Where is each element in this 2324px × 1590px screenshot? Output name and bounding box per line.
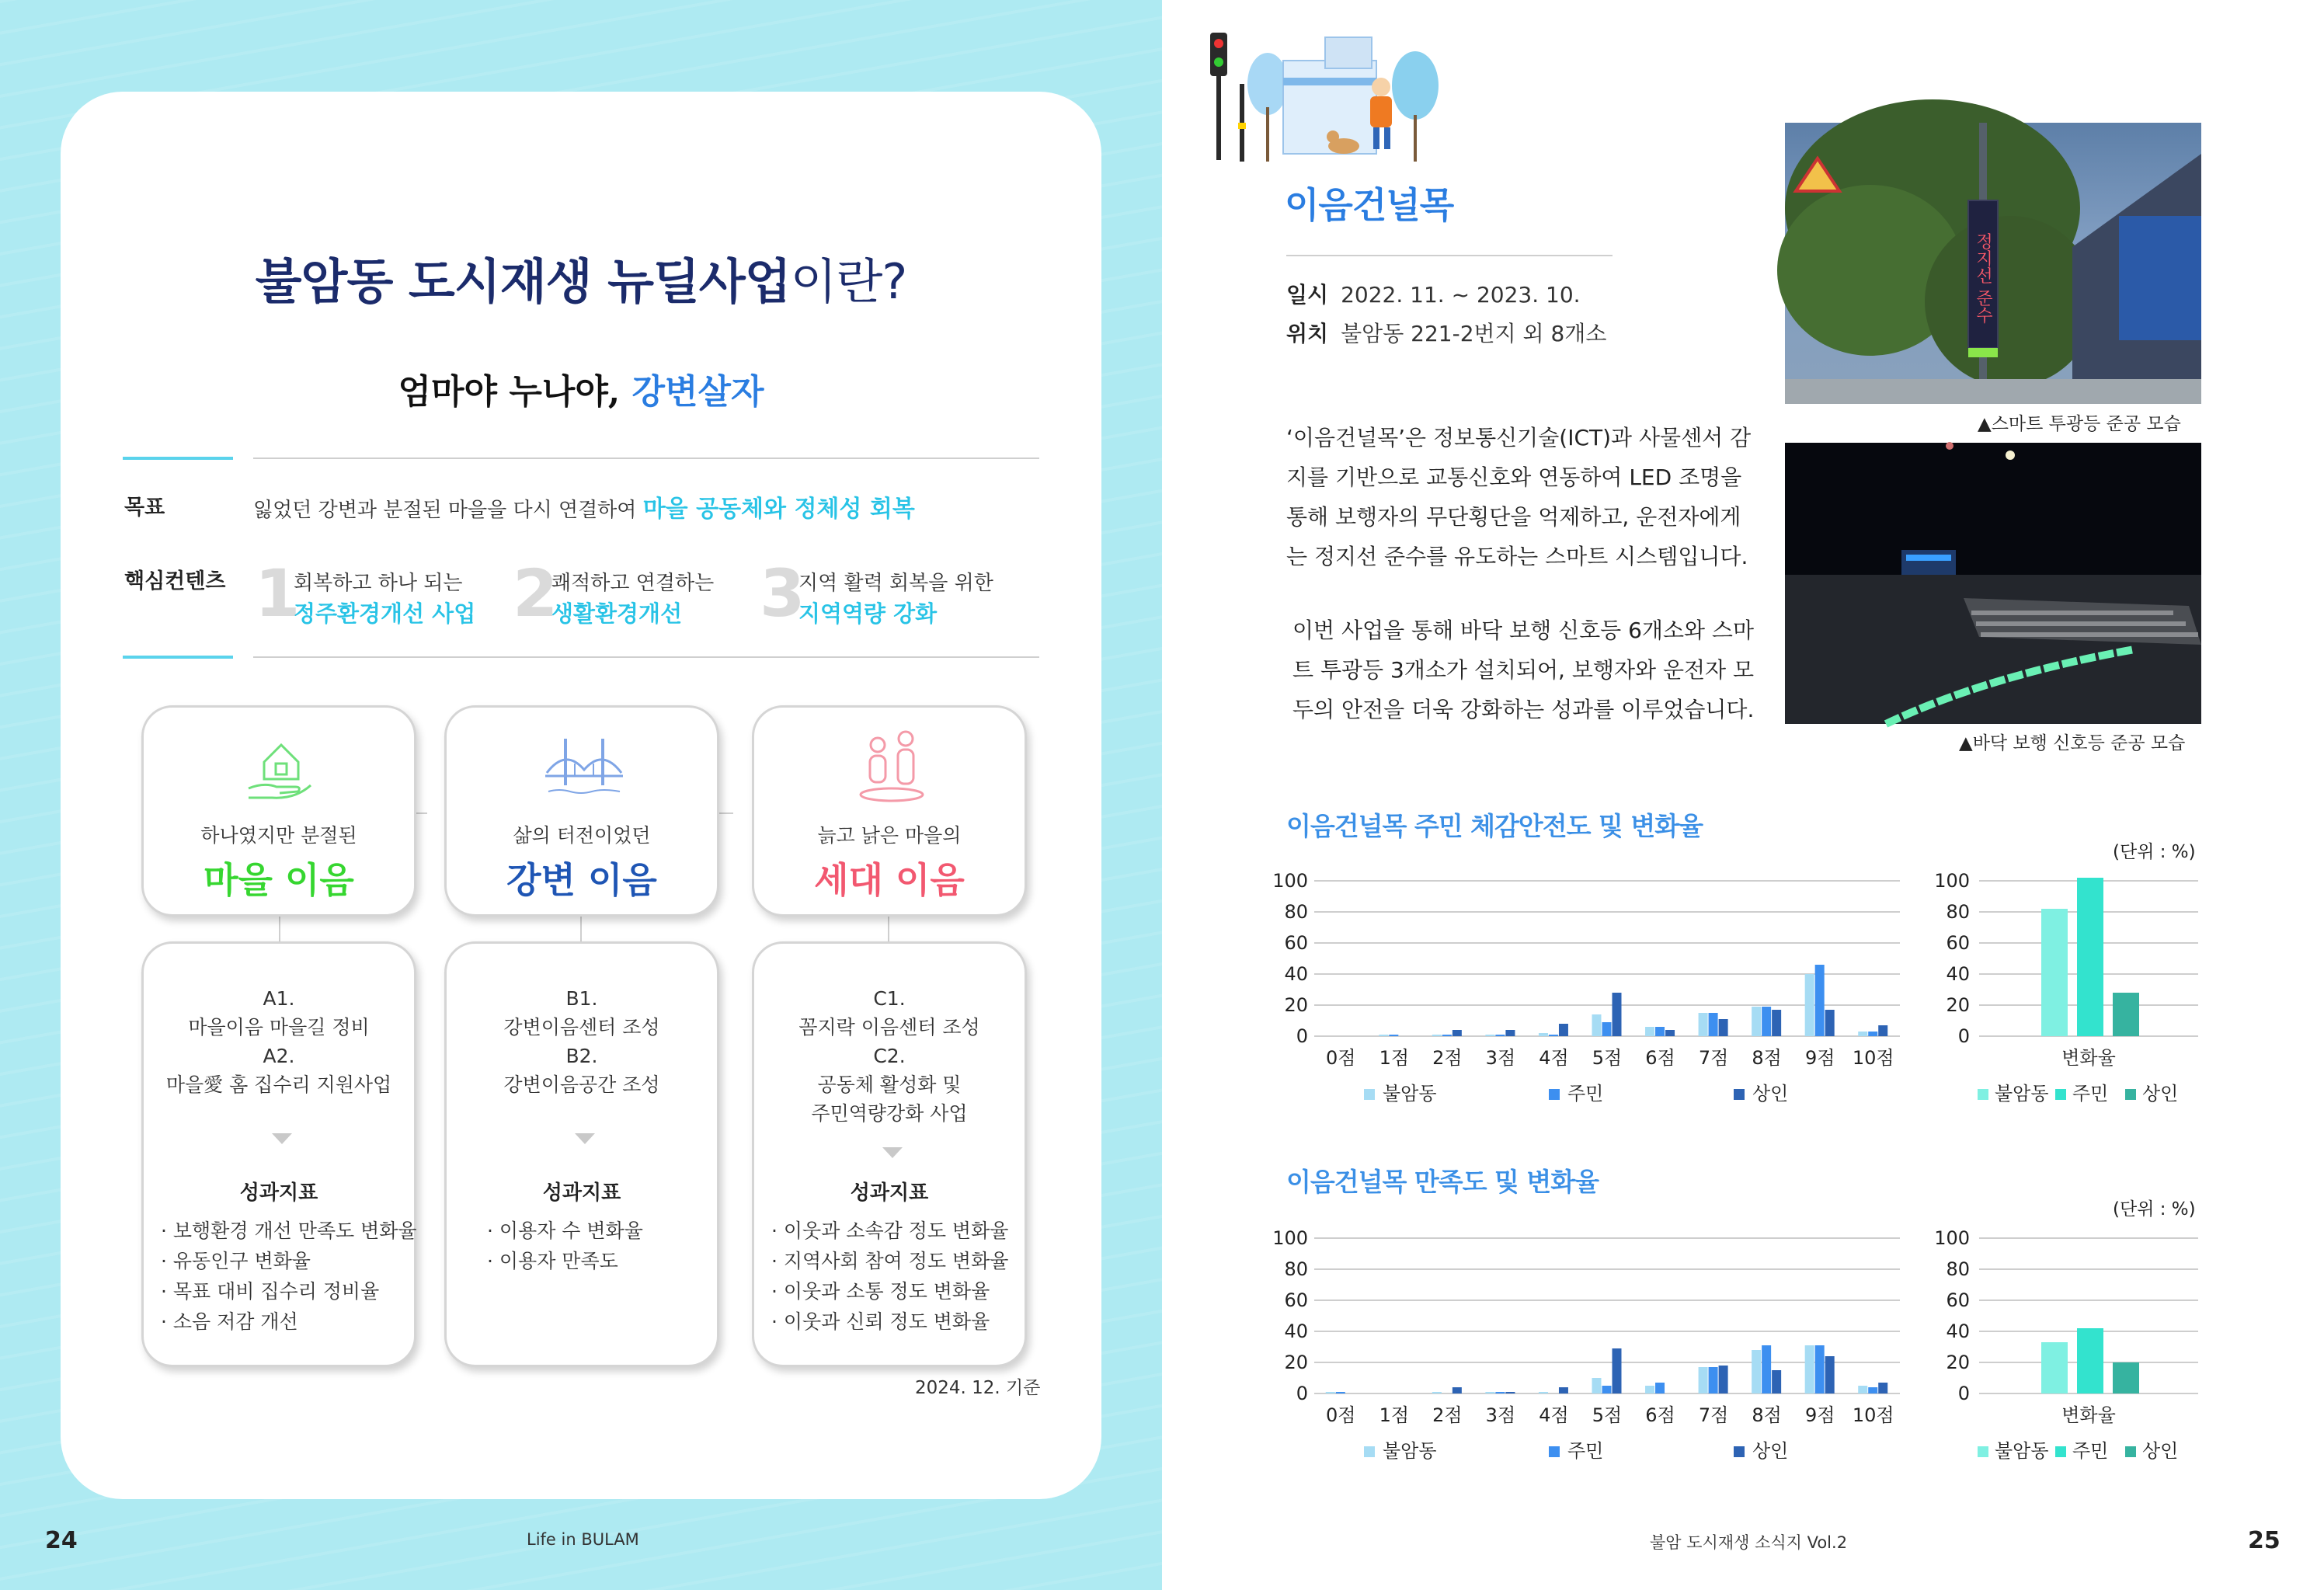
kpi-item: · 이웃과 신뢰 정도 변화율 xyxy=(771,1310,990,1333)
para-line: 는 정지선 준수를 유도하는 스마트 시스템입니다. xyxy=(1286,544,1748,569)
y-tick-label: 100 xyxy=(1934,1227,1970,1249)
x-tick-label: 6점 xyxy=(1645,1047,1675,1069)
y-tick-label: 60 xyxy=(1946,932,1970,954)
y-tick-label: 100 xyxy=(1272,870,1308,892)
core-label: 핵심컨텐츠 xyxy=(124,569,226,593)
x-tick-label: 0점 xyxy=(1326,1404,1356,1426)
chart-unit-2: (단위 : %) xyxy=(2113,1199,2196,1219)
goal-body: 잃었던 강변과 분절된 마을을 다시 연결하여 xyxy=(253,499,637,522)
y-tick-label: 0 xyxy=(1296,1025,1308,1047)
satisfaction-chart xyxy=(1272,1213,2211,1477)
y-tick-label: 0 xyxy=(1296,1383,1308,1404)
kpi-item: · 지역사회 참여 정도 변화율 xyxy=(771,1250,1009,1272)
x-tick-label: 4점 xyxy=(1539,1404,1569,1426)
y-tick-label: 20 xyxy=(1946,994,1970,1016)
y-tick-label: 40 xyxy=(1284,1320,1308,1342)
x-tick-label: 6점 xyxy=(1645,1404,1675,1426)
kpi-item: · 보행환경 개선 만족도 변화율 xyxy=(161,1219,417,1242)
y-tick-label: 20 xyxy=(1284,1352,1308,1373)
bar xyxy=(1539,1033,1548,1036)
location-row xyxy=(1286,317,1606,348)
change-bar xyxy=(2041,1342,2068,1393)
footer-text: Life in BULAM xyxy=(527,1530,639,1549)
x-tick-label: 9점 xyxy=(1804,1047,1835,1069)
kpi-item: · 이용자 만족도 xyxy=(487,1250,618,1272)
bar xyxy=(1613,993,1622,1036)
legend-label: 상인 xyxy=(1752,1440,1789,1462)
y-tick-label: 80 xyxy=(1284,1258,1308,1280)
bar xyxy=(1878,1383,1887,1393)
bar xyxy=(1495,1035,1505,1036)
down-arrow-icon xyxy=(272,1133,292,1144)
x-tick-label: 변화율 xyxy=(2061,1047,2116,1069)
bar xyxy=(1442,1035,1452,1036)
bar xyxy=(1326,1392,1335,1393)
para-line: 이번 사업을 통해 바닥 보행 신호등 6개소와 스마 xyxy=(1292,618,1755,643)
project-line: 강변이음공간 조성 xyxy=(503,1073,660,1096)
kpi-title: 성과지표 xyxy=(850,1181,929,1205)
pillar-head: 세대 이음 xyxy=(814,859,965,901)
y-tick-label: 0 xyxy=(1957,1025,1970,1047)
y-tick-label: 80 xyxy=(1284,901,1308,923)
change-bar xyxy=(2077,878,2103,1036)
legend-label: 불암동 xyxy=(1995,1083,2049,1105)
bar xyxy=(1452,1030,1462,1036)
x-tick-label: 10점 xyxy=(1852,1047,1894,1069)
description-para-1 xyxy=(1286,418,1752,576)
bar xyxy=(1505,1030,1515,1036)
bar xyxy=(1858,1386,1867,1393)
x-tick-label: 5점 xyxy=(1592,1047,1623,1069)
project-line: C1. xyxy=(873,987,906,1010)
project-line: C2. xyxy=(873,1045,906,1067)
x-tick-label: 5점 xyxy=(1592,1404,1623,1426)
y-tick-label: 60 xyxy=(1284,932,1308,954)
chart-title-2: 이음건널목 만족도 및 변화율 xyxy=(1286,1167,1599,1197)
connector xyxy=(580,917,582,941)
pillar-sub: 하나였지만 분절된 xyxy=(200,824,357,847)
y-tick-label: 0 xyxy=(1957,1383,1970,1404)
bar xyxy=(1665,1030,1675,1036)
x-tick-label: 2점 xyxy=(1432,1047,1463,1069)
kpi-item: · 목표 대비 집수리 정비율 xyxy=(161,1280,380,1303)
project-box-a xyxy=(141,941,416,1367)
kpi-item: · 소음 저감 개선 xyxy=(161,1310,298,1333)
bar xyxy=(1858,1032,1867,1036)
x-tick-label: 1점 xyxy=(1379,1404,1410,1426)
right-page xyxy=(1162,0,2324,1590)
pillar-box-riverside xyxy=(444,705,719,917)
bar xyxy=(1719,1019,1728,1036)
legend-swatch xyxy=(1364,1089,1375,1100)
bar xyxy=(1645,1386,1654,1393)
bar xyxy=(1772,1370,1781,1393)
y-tick-label: 20 xyxy=(1284,994,1308,1016)
core-line1: 회복하고 하나 되는 xyxy=(294,572,463,595)
chart-title-1: 이음건널목 주민 체감안전도 및 변화율 xyxy=(1286,811,1703,841)
project-line: 공동체 활성화 및 xyxy=(817,1073,962,1096)
bar xyxy=(1655,1027,1665,1036)
y-tick-label: 40 xyxy=(1946,1320,1970,1342)
bar xyxy=(1868,1387,1877,1393)
para-line: 지를 기반으로 교통신호와 연동하여 LED 조명을 xyxy=(1286,464,1742,490)
legend-label: 불암동 xyxy=(1995,1440,2049,1462)
y-tick-label: 80 xyxy=(1946,1258,1970,1280)
slogan-dark: 엄마야 누나야, xyxy=(398,372,621,412)
bar xyxy=(1709,1367,1718,1393)
rule-long-bottom xyxy=(253,656,1039,658)
bar xyxy=(1485,1035,1494,1036)
y-tick-label: 60 xyxy=(1284,1289,1308,1311)
x-tick-label: 3점 xyxy=(1485,1404,1516,1426)
bar xyxy=(1592,1378,1602,1393)
core-line2: 지역역량 강화 xyxy=(798,600,938,627)
house-hand-icon xyxy=(241,725,322,805)
kpi-item: · 이웃과 소통 정도 변화율 xyxy=(771,1280,990,1303)
date-row xyxy=(1286,278,1581,309)
bar xyxy=(1559,1387,1568,1393)
title-bold: 불암동 도시재생 뉴딜사업 xyxy=(255,253,791,310)
page-number: 25 xyxy=(2248,1527,2281,1554)
sign-text: 정지선 준수 xyxy=(1973,232,1993,324)
content-card xyxy=(61,92,1101,1499)
legend-label: 불암동 xyxy=(1383,1083,1437,1105)
legend-swatch xyxy=(1549,1089,1560,1100)
bar xyxy=(1815,1345,1825,1393)
bar xyxy=(1495,1392,1505,1393)
project-list xyxy=(144,984,414,1099)
y-tick-label: 60 xyxy=(1946,1289,1970,1311)
kpi-item: · 이용자 수 변화율 xyxy=(487,1219,643,1242)
pillar-sub: 늙고 낡은 마을의 xyxy=(817,824,962,847)
bar xyxy=(1549,1035,1558,1036)
bar xyxy=(1699,1367,1708,1393)
bar xyxy=(1485,1392,1494,1393)
slogan xyxy=(61,364,1101,413)
bridge-icon xyxy=(544,725,624,805)
project-list xyxy=(754,984,1025,1128)
legend-swatch xyxy=(1978,1446,1988,1457)
x-tick-label: 10점 xyxy=(1852,1404,1894,1426)
core-line2: 생활환경개선 xyxy=(551,600,683,627)
change-bar xyxy=(2113,1362,2139,1393)
bar xyxy=(1432,1035,1442,1036)
legend-swatch xyxy=(1549,1446,1560,1457)
x-tick-label: 8점 xyxy=(1752,1404,1782,1426)
bar xyxy=(1645,1027,1654,1036)
core-line2: 정주환경개선 사업 xyxy=(294,600,476,627)
page-title xyxy=(61,243,1101,312)
description-para-2 xyxy=(1292,611,1759,729)
down-arrow-icon xyxy=(575,1133,595,1144)
project-line: A1. xyxy=(263,987,295,1010)
x-tick-label: 7점 xyxy=(1698,1047,1729,1069)
bar xyxy=(1655,1383,1665,1393)
bar xyxy=(1379,1035,1388,1036)
pillar-head: 마을 이음 xyxy=(204,859,354,901)
project-line: 꼼지락 이음센터 조성 xyxy=(798,1016,980,1039)
bar xyxy=(1539,1392,1548,1393)
legend-label: 주민 xyxy=(1567,1440,1604,1462)
project-line: 마을이음 마을길 정비 xyxy=(188,1016,370,1039)
legend-swatch xyxy=(2125,1446,2136,1457)
pillar-box-generation xyxy=(752,705,1027,917)
bar xyxy=(1452,1387,1462,1393)
goal-highlight: 마을 공동체와 정체성 회복 xyxy=(642,496,915,523)
bar xyxy=(1762,1007,1771,1036)
bar xyxy=(1432,1392,1442,1393)
footer-text: 불암 도시재생 소식지 Vol.2 xyxy=(1650,1533,1848,1552)
legend-label: 주민 xyxy=(2072,1440,2109,1462)
rule-short-bottom xyxy=(123,656,233,659)
y-tick-label: 80 xyxy=(1946,901,1970,923)
x-tick-label: 7점 xyxy=(1698,1404,1729,1426)
legend-swatch xyxy=(2055,1089,2066,1100)
basis-date: 2024. 12. 기준 xyxy=(915,1378,1041,1398)
change-bar xyxy=(2113,993,2139,1036)
kpi-title: 성과지표 xyxy=(542,1181,621,1205)
floor-signal-photo xyxy=(1785,443,2201,724)
kpi-item: · 이웃과 소속감 정도 변화율 xyxy=(771,1219,1009,1242)
location-value: 불암동 221-2번지 외 8개소 xyxy=(1341,321,1607,346)
bar xyxy=(1699,1013,1708,1036)
location-label: 위치 xyxy=(1286,321,1329,346)
down-arrow-icon xyxy=(882,1147,903,1158)
people-icon xyxy=(851,725,932,805)
bar xyxy=(1602,1022,1612,1036)
x-tick-label: 4점 xyxy=(1539,1047,1569,1069)
x-tick-label: 변화율 xyxy=(2061,1404,2116,1426)
project-line: B2. xyxy=(565,1045,598,1067)
kpi-list xyxy=(487,1216,643,1276)
x-tick-label: 0점 xyxy=(1326,1047,1356,1069)
y-tick-label: 20 xyxy=(1946,1352,1970,1373)
title-rule xyxy=(1286,255,1613,256)
legend-label: 주민 xyxy=(1567,1083,1604,1105)
y-tick-label: 100 xyxy=(1272,1227,1308,1249)
x-tick-label: 3점 xyxy=(1485,1047,1516,1069)
legend-swatch xyxy=(1364,1446,1375,1457)
para-line: 통해 보행자의 무단횡단을 억제하고, 운전자에게 xyxy=(1286,504,1741,530)
bar xyxy=(1878,1025,1887,1036)
legend-label: 상인 xyxy=(2142,1440,2179,1462)
photo-caption-1: ▲스마트 투광등 준공 모습 xyxy=(1978,414,2181,434)
legend-swatch xyxy=(2125,1089,2136,1100)
x-tick-label: 9점 xyxy=(1804,1404,1835,1426)
core-line1: 지역 활력 회복을 위한 xyxy=(798,572,993,595)
kpi-title: 성과지표 xyxy=(239,1181,318,1205)
project-box-b xyxy=(444,941,719,1367)
core-line1: 쾌적하고 연결하는 xyxy=(551,572,715,595)
legend-swatch xyxy=(1978,1089,1988,1100)
pillar-sub: 삶의 터전이었던 xyxy=(513,824,651,847)
bar xyxy=(1336,1392,1345,1393)
y-tick-label: 40 xyxy=(1946,963,1970,985)
legend-label: 주민 xyxy=(2072,1083,2109,1105)
connector xyxy=(279,917,280,941)
legend-swatch xyxy=(2055,1446,2066,1457)
kpi-item: · 유동인구 변화율 xyxy=(161,1250,311,1272)
smart-floodlight-photo xyxy=(1785,123,2201,404)
goal-text xyxy=(253,489,915,524)
project-line: B1. xyxy=(565,987,598,1010)
legend-label: 불암동 xyxy=(1383,1440,1437,1462)
bar xyxy=(1752,1350,1761,1393)
y-tick-label: 40 xyxy=(1284,963,1308,985)
project-line: A2. xyxy=(263,1045,295,1067)
pillar-head: 강변 이음 xyxy=(506,859,657,901)
project-line: 강변이음센터 조성 xyxy=(503,1016,660,1039)
x-tick-label: 8점 xyxy=(1752,1047,1782,1069)
bar xyxy=(1815,965,1825,1036)
title-light: 이란? xyxy=(790,253,907,310)
bar xyxy=(1825,1010,1835,1036)
para-line: ‘이음건널목’은 정보통신기술(ICT)과 사물센서 감 xyxy=(1286,425,1752,451)
legend-label: 상인 xyxy=(2142,1083,2179,1105)
legend-label: 상인 xyxy=(1752,1083,1789,1105)
bar xyxy=(1719,1366,1728,1393)
y-tick-label: 100 xyxy=(1934,870,1970,892)
bar xyxy=(1762,1345,1771,1393)
date-value: 2022. 11. ~ 2023. 10. xyxy=(1341,282,1581,308)
project-line: 마을愛 홈 집수리 지원사업 xyxy=(165,1073,392,1096)
bar xyxy=(1592,1014,1602,1036)
date-label: 일시 xyxy=(1286,282,1329,308)
slogan-blue: 강변살자 xyxy=(631,372,764,412)
legend-swatch xyxy=(1734,1446,1745,1457)
bar xyxy=(1868,1032,1877,1036)
bar xyxy=(1752,1007,1761,1036)
project-list xyxy=(447,984,717,1099)
core-num: 3 xyxy=(760,555,805,631)
kpi-list xyxy=(161,1216,417,1337)
connector xyxy=(888,917,889,941)
core-num: 2 xyxy=(513,555,558,631)
bar xyxy=(1805,1345,1814,1393)
bar xyxy=(1613,1348,1622,1393)
change-bar xyxy=(2077,1328,2103,1393)
rule-short-top xyxy=(123,457,233,460)
bar xyxy=(1772,1010,1781,1036)
project-line: 주민역량강화 사업 xyxy=(811,1102,968,1125)
bar xyxy=(1602,1386,1612,1393)
para-line: 트 투광등 3개소가 설치되어, 보행자와 운전자 모 xyxy=(1292,657,1755,683)
safety-chart xyxy=(1272,856,2211,1120)
crosswalk-illustration xyxy=(1209,30,1449,169)
para-line: 두의 안전을 더욱 강화하는 성과를 이루었습니다. xyxy=(1292,697,1755,722)
change-bar xyxy=(2041,909,2068,1036)
page-number: 24 xyxy=(45,1527,78,1554)
bar xyxy=(1709,1013,1718,1036)
section-title: 이음건널목 xyxy=(1285,184,1454,226)
photo-caption-2: ▲바닥 보행 신호등 준공 모습 xyxy=(1959,733,2186,753)
bar xyxy=(1559,1024,1568,1036)
goal-label: 목표 xyxy=(124,496,165,520)
core-num: 1 xyxy=(255,555,301,631)
bar xyxy=(1505,1392,1515,1393)
project-box-c xyxy=(752,941,1027,1367)
bar xyxy=(1825,1356,1835,1393)
x-tick-label: 2점 xyxy=(1432,1404,1463,1426)
kpi-list xyxy=(771,1216,1008,1337)
bar xyxy=(1805,974,1814,1036)
pillar-box-village xyxy=(141,705,416,917)
bar xyxy=(1389,1035,1398,1036)
chart-unit-1: (단위 : %) xyxy=(2113,842,2196,862)
x-tick-label: 1점 xyxy=(1379,1047,1410,1069)
legend-swatch xyxy=(1734,1089,1745,1100)
rule-long-top xyxy=(253,458,1039,459)
